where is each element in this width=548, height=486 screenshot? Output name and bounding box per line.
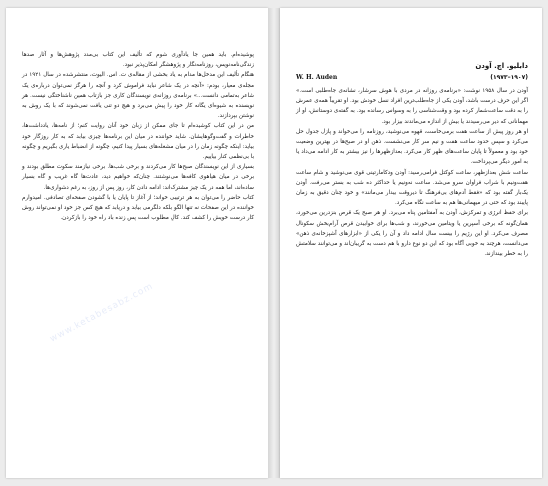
paragraph: من در این کتاب کوشیده‌ام تا جای ممکن از زبان خود آنان روایت کنم؛ از نامه‌ها، یادداشت‌ها، خاطرات و گفت‌وگوهایشان. شاید خواننده در میان این برنامه‌ها چیزی بیابد که به کار روزگار خود بیاید: اینکه چگونه زمان را در میان مشغله‌های بسیار پیدا کنیم، چگونه از انضباط یاری بگیریم و چگونه با بی‌نظمی کنار بیاییم.	[22, 123, 254, 161]
left-page	[6, 8, 268, 478]
author-name-latin: W. H. Auden	[296, 74, 338, 81]
paragraph: کتاب حاضر را می‌توان به هر ترتیبی خواند؛ از آغاز تا پایان یا با گشودن صفحه‌ای تصادفی. امیدوارم خواننده در این صفحات نه تنها الگو بلکه دلگرمی بیابد و دریابد که هیچ کس جز خود او نمی‌تواند روش کار درست خویش را کشف کند. کالِ مطلوب است پس زنده باد راه خود را بازکردن.	[22, 194, 254, 222]
chapter-heading-persian: دابلیو. اچ. آودن	[475, 62, 528, 70]
paragraph: او هر روز پیش از ساعت هفت برمی‌خاست، قهوه می‌نوشید، روزنامه را می‌خواند و پازل جدول حل می‌کرد و سپس حدود ساعت هفت و نیم سر کار می‌نشست. ذهن او در صبح‌ها در بهترین وضعیت خود بود و معمولاً تا پایان ساعت‌های ظهر کار می‌کرد. بعدازظهرها را نیز بیشتر به کار ادامه می‌داد یا به امور دیگر می‌پرداخت.	[296, 128, 528, 166]
paragraph: آودن در سال ۱۹۵۸ نوشت: «برنامه‌ی روزانه در مردی با هوش سرشار، نشانه‌ی جاه‌طلبی است.» اگر این حرف درست باشد، آودن یکی از جاه‌طلب‌ترین افراد نسل خودش بود. او تقریباً همه‌ی عمرش را به دقت ساعت‌شمار کرده بود و وقت‌شناسی را به وسواس رسانده بود. به گفته‌ی دوستانش، او از مهمانانی که دیر می‌رسیدند یا بیش از اندازه می‌ماندند بیزار بود.	[296, 88, 528, 125]
chapter-heading-english	[296, 74, 528, 81]
paragraph: ساعت شش بعدازظهر، ساعت کوکتل فرامی‌رسید: آودن ودکامارتینی قوی می‌نوشید و شام ساعت هفت‌ونیم با شراب فراوان سرو می‌شد. ساعت نه‌ونیم یا حداکثر ده شب به بستر می‌رفت. آودن یک‌بار گفته بود که «فقط آدم‌های بی‌فرهنگ تا دیروقت بیدار می‌مانند» و خود چنان دقیق به زمان پایبند بود که حتی در میهمانی‌ها هم به ساعت نگاه می‌کرد.	[296, 169, 528, 207]
paragraph: پوشیده‌ام. باید همین جا یادآوری شوم که تألیف این کتاب بی‌مدد پژوهش‌ها و آثار صدها زندگی‌نامه‌نویس، روزنامه‌نگار و پژوهشگر امکان‌پذیر نبود.	[22, 52, 254, 69]
watermark: www.ketabesabz.com	[48, 281, 156, 345]
paragraph: هنگام تألیف این مدخل‌ها مدام به یاد بخشی از مقاله‌ی ت. اس. الیوت، منتشرشده در سال ۱۹۲۱ در مجله‌ی معیار، بودم: «آنچه در یک شاعر نباید فراموش کرد و آنچه را هرگز نمی‌توان درباره‌ی یک شاعر به‌تمامی دانست...» برنامه‌ی روزانه‌ی نویسندگان کاری جز بازتاب همین ناشناختگی نیست. هر نویسنده به شیوه‌ای یگانه کار خود را پیش می‌برد و هیچ دو تنی یافت نمی‌شوند که با یک روش به نوشتن بپردازند.	[22, 72, 254, 120]
book-gutter	[268, 8, 280, 478]
left-page-body	[22, 50, 254, 223]
paragraph: بسیاری از این نویسندگان صبح‌ها کار می‌کردند و برخی شب‌ها. برخی نیازمند سکوت مطلق بودند و برخی در میان هیاهوی کافه‌ها می‌نوشتند. چنان‌که خواهیم دید، عادت‌ها گاه غریب و گاه بسیار ساده‌اند، اما همه در یک چیز مشترک‌اند: ادامه دادن کار، روز پس از روز، به رغم دشواری‌ها.	[22, 164, 254, 191]
right-page-body	[296, 86, 528, 259]
right-page	[280, 8, 542, 478]
author-lifespan: (۱۹۰۷–۱۹۷۳)	[490, 74, 528, 81]
paragraph: برای حفظ انرژی و تمرکزش، آودن به آمفتامین پناه می‌برد. او هر صبح یک قرص بنزدرین می‌خورد، همان‌گونه که برخی آسپرین یا ویتامین می‌خورند، و شب‌ها برای خوابیدن قرص آرام‌بخش سکونال مصرف می‌کرد. او این رژیم را بیست سال ادامه داد و آن را یکی از «ابزارهای آشپزخانه‌ی ذهن» می‌دانست، هرچند به خوبی آگاه بود که این دو نوع دارو با هم دست به گریبان‌اند و می‌توانند سلامتش را به خطر بیندازند.	[296, 210, 528, 258]
